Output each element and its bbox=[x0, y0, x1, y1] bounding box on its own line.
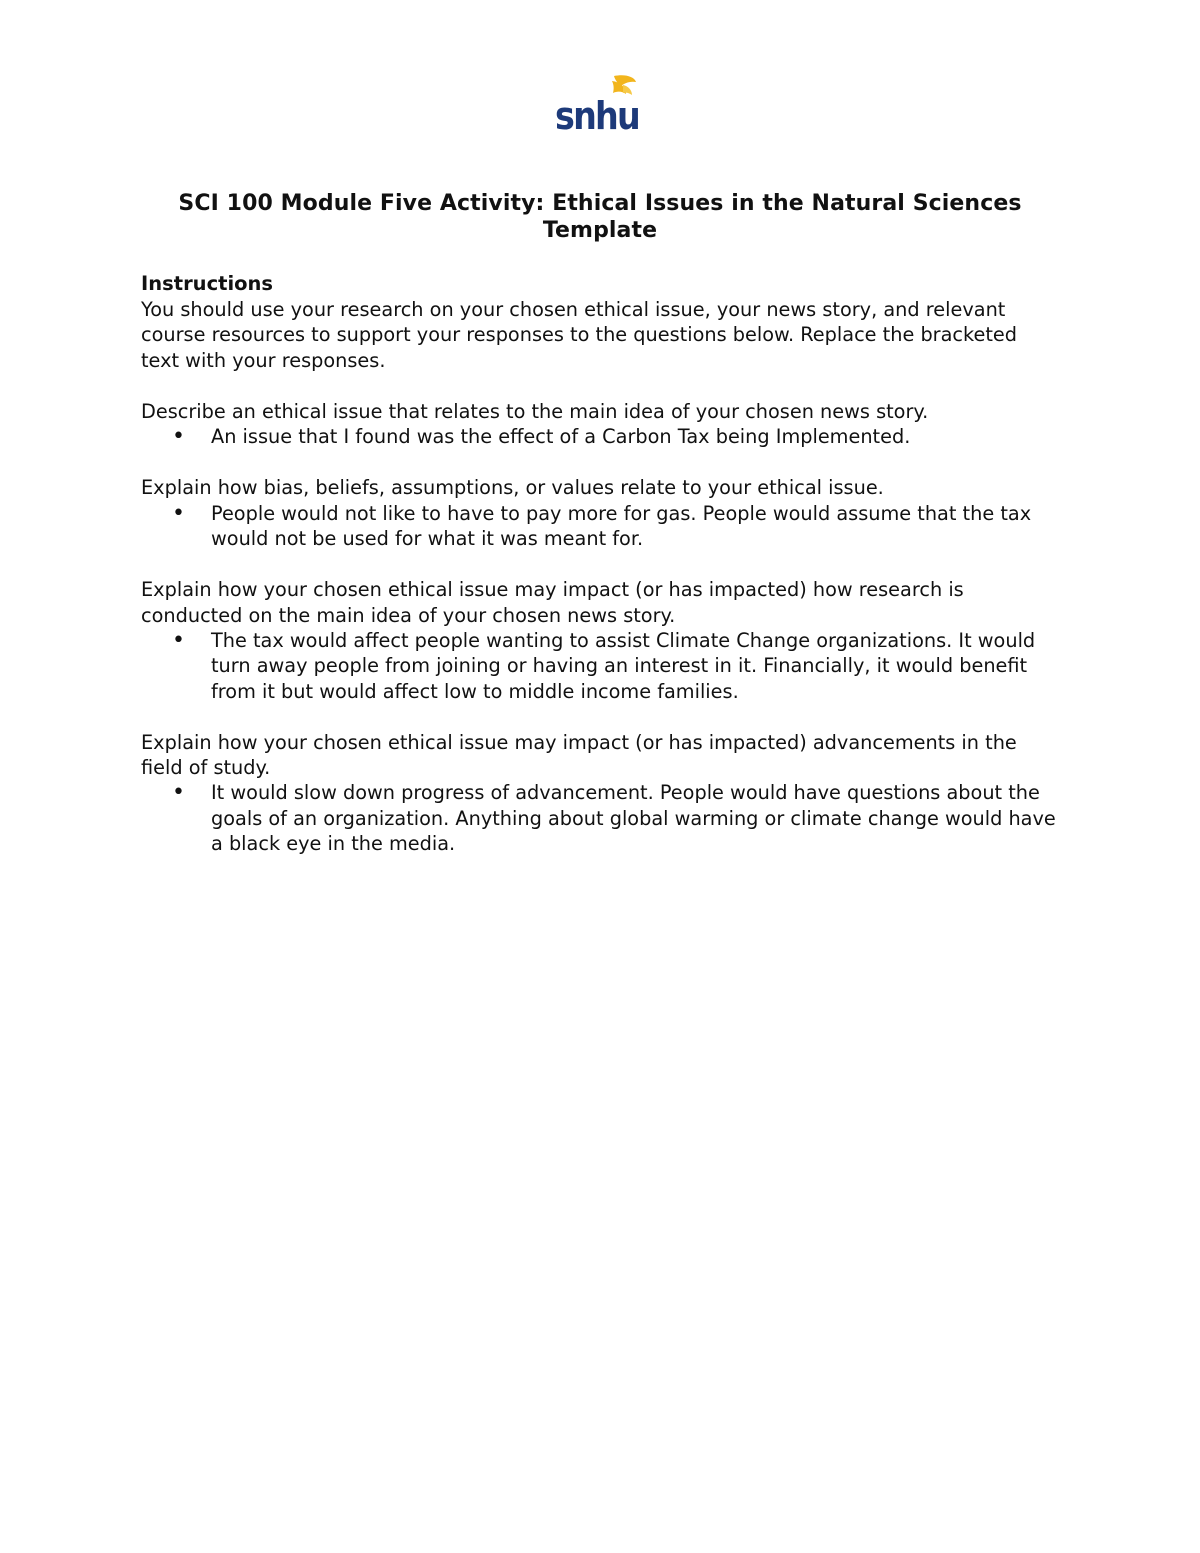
document-body bbox=[141, 271, 1061, 856]
answer-item-3: • The tax would affect people wanting to assist Climate Change organizations. It would turn away people from joining or having an interest in it. Financially, it would benefit from it but would affect low to middle income families. bbox=[141, 628, 1061, 704]
section-spacer bbox=[141, 551, 1061, 577]
snhu-logo bbox=[552, 72, 644, 136]
answer-list-3 bbox=[141, 628, 1061, 704]
answer-item-4: • It would slow down progress of advancement. People would have questions about the goals of an organization. Anything about global warming or climate change would have a black eye in the media. bbox=[141, 780, 1061, 856]
svg-text:snhu: snhu bbox=[555, 94, 639, 136]
section-spacer bbox=[141, 704, 1061, 730]
answer-item-1: • An issue that I found was the effect of a Carbon Tax being Implemented. bbox=[141, 424, 1061, 449]
instructions-heading: Instructions bbox=[141, 272, 274, 295]
answer-item-2: • People would not like to have to pay more for gas. People would assume that the tax would not be used for what it was meant for. bbox=[141, 501, 1061, 552]
answer-list-4 bbox=[141, 780, 1061, 856]
section-spacer bbox=[141, 449, 1061, 475]
section-spacer bbox=[141, 373, 1061, 399]
answer-list-1 bbox=[141, 424, 1061, 449]
question-prompt-4: Explain how your chosen ethical issue may impact (or has impacted) advancements in the field of study. bbox=[141, 730, 1017, 780]
question-prompt-1: Describe an ethical issue that relates to the main idea of your chosen news story. bbox=[141, 399, 929, 423]
question-prompt-3: Explain how your chosen ethical issue may impact (or has impacted) how research is conducted on the main idea of your chosen news story. bbox=[141, 578, 964, 627]
snhu-logo-graphic bbox=[552, 72, 644, 136]
document-title: SCI 100 Module Five Activity: Ethical Issues in the Natural Sciences Template bbox=[178, 191, 1022, 243]
answer-list-2 bbox=[141, 501, 1061, 552]
instructions-text: You should use your research on your chosen ethical issue, your news story, and relevant course resources to support your responses to the questions below. Replace the bracketed text with your responses. bbox=[141, 298, 1018, 372]
question-prompt-2: Explain how bias, beliefs, assumptions, or values relate to your ethical issue. bbox=[141, 476, 884, 500]
